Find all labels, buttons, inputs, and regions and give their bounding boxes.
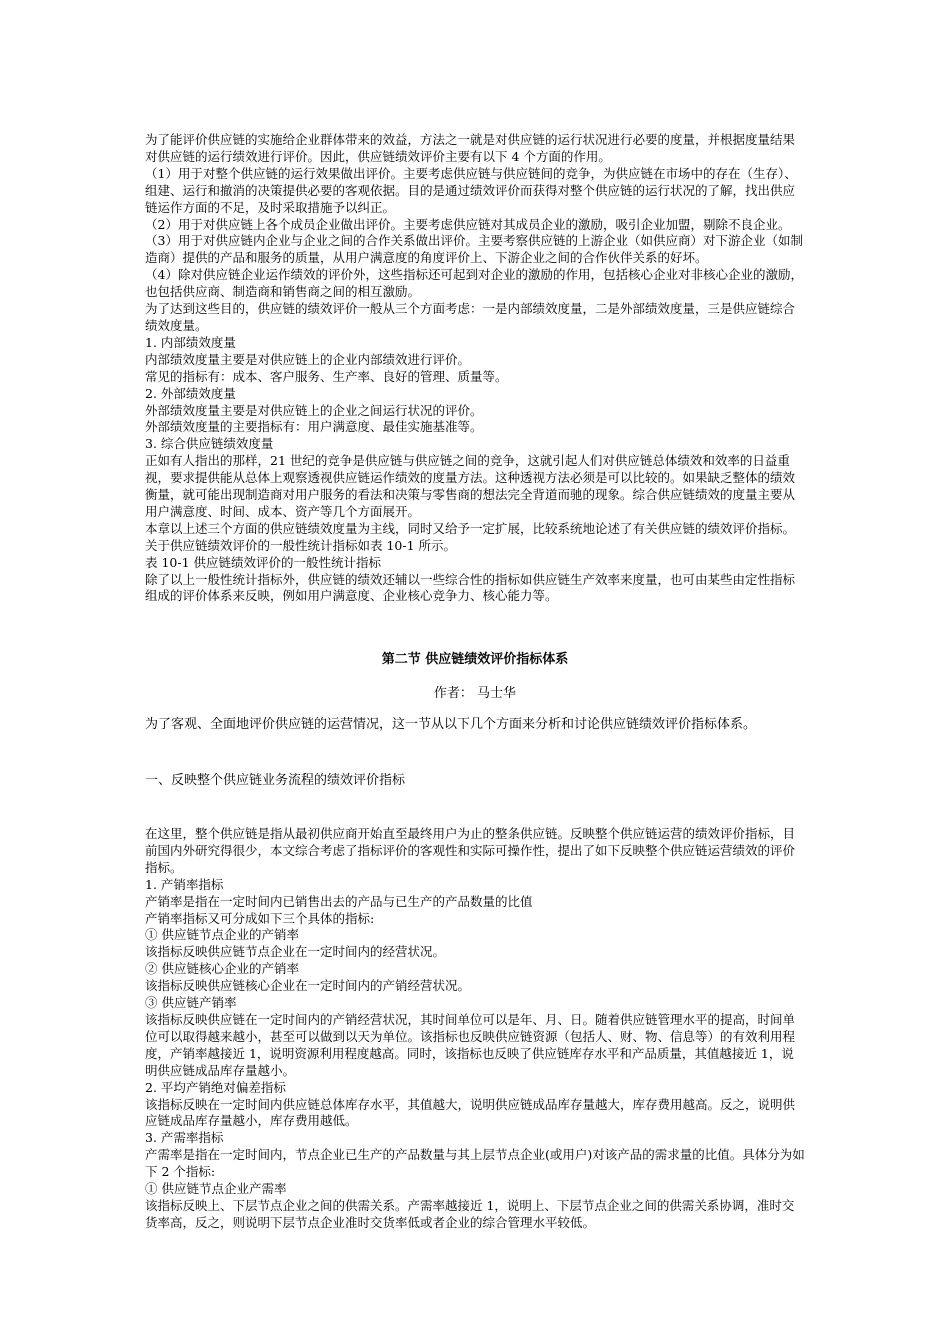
paragraph: 为了能评价供应链的实施给企业群体带来的效益，方法之一就是对供应链的运行状况进行必要的度量，并根据度量结果对供应链的运行绩效进行评价。因此，供应链绩效评价主要有以下 4 个方面的作用。 [145, 132, 796, 164]
subheading: 2. 平均产销绝对偏差指标 [145, 1079, 286, 1095]
subheading: 1. 产销率指标 [145, 876, 224, 892]
subheading: 1. 内部绩效度量 [145, 334, 236, 350]
heading-1: 一、反映整个供应链业务流程的绩效评价指标 [145, 773, 406, 788]
paragraph: 该指标反映上、下层节点企业之间的供需关系。产需率越接近 1，说明上、下层节点企业之间的供需关系协调，准时交货率高，反之，则说明下层节点企业准时交货率低或者企业的综合管理水平较低。 [145, 1197, 795, 1230]
list-item: ② 供应链核心企业的产销率 [145, 961, 299, 977]
paragraph: 内部绩效度量主要是对供应链上的企业内部绩效进行评价。 [145, 351, 471, 367]
list-item: ① 供应链节点企业产需率 [145, 1181, 287, 1197]
subheading: 3. 产需率指标 [145, 1130, 224, 1146]
paragraph: （1）用于对整个供应链的运行效果做出评价。主要考虑供应链与供应链间的竞争，为供应链在市场中的存在（生存）、组建、运行和撤消的决策提供必要的客观依据。目的是通过绩效评价而获得对整个供应链的运行状况的了解，找出供应链运作方面的不足，及时采取措施予以纠正。 [145, 165, 797, 215]
section-1-body [145, 132, 805, 605]
paragraph: 除了以上一般性统计指标外，供应链的绩效还辅以一些综合性的指标如供应链生产效率来度量，也可由某些由定性指标组成的评价体系来反映，例如用户满意度、企业核心竞争力、核心能力等。 [145, 571, 796, 604]
paragraph: 该指标反映供应链在一定时间内的产销经营状况，其时间单位可以是年、月、日。随着供应链管理水平的提高，时间单位可以取得越来越小，甚至可以做到以天为单位。该指标也反映供应链资源（包括人、财、物、信息等）的有效利用程度，产销率越接近 1，说明资源利用程度越高。同时，该指标也反映了供应链库存水平和产品质量，其值越接近 1，说明供应链成品库存量越小。 [145, 1011, 796, 1078]
table-caption: 表 10-1 供应链绩效评价的一般性统计指标 [145, 554, 382, 570]
paragraph: 正如有人指出的那样，21 世纪的竞争是供应链与供应链之间的竞争，这就引起人们对供应链总体绩效和效率的日益重视，要求提供能从总体上观察透视供应链运作绩效的度量方法。这种透视方法必须是可以比较的。如果缺乏整体的绩效衡量，就可能出现制造商对用户服务的看法和决策与零售商的想法完全背道而驰的现象。综合供应链绩效的度量主要从用户满意度、时间、成本、资产等几个方面展开。 [145, 453, 796, 519]
paragraph: 外部绩效度量主要是对供应链上的企业之间运行状况的评价。 [145, 402, 483, 418]
paragraph: 该指标反映供应链核心企业在一定时间内的产销经营状况。 [145, 978, 471, 994]
paragraph: （2）用于对供应链上各个成员企业做出评价。主要考虑供应链对其成员企业的激励，吸引企业加盟，剔除不良企业。 [145, 216, 791, 232]
paragraph: （3）用于对供应链内企业与企业之间的合作关系做出评价。主要考察供应链的上游企业（如供应商）对下游企业（如制造商）提供的产品和服务的质量，从用户满意度的角度评价上、下游企业之间的合作伙伴关系的好坏。 [145, 233, 803, 266]
subheading: 2. 外部绩效度量 [145, 385, 236, 401]
list-item: ① 供应链节点企业的产销率 [145, 927, 299, 943]
paragraph: 该指标反映在一定时间内供应链总体库存水平，其值越大，说明供应链成品库存量越大，库存费用越高。反之，说明供应链成品库存量越小，库存费用越低。 [145, 1096, 796, 1129]
paragraph: 在这里，整个供应链是指从最初供应商开始直至最终用户为止的整条供应链。反映整个供应链运营的绩效评价指标，目前国内外研究得很少，本文综合考虑了指标评价的客观性和实际可操作性，提出了如下反映整个供应链运营绩效的评价指标。 [145, 826, 796, 875]
paragraph: 外部绩效度量的主要指标有：用户满意度、最佳实施基准等。 [145, 419, 483, 435]
subheading: 3. 综合供应链绩效度量 [145, 436, 274, 452]
paragraph: 产销率指标又可分成如下三个具体的指标: [145, 910, 375, 926]
paragraph: 产需率是指在一定时间内，节点企业已生产的产品数量与其上层节点企业(或用户)对该产品的需求量的比值。具体分为如下 2 个指标: [145, 1147, 805, 1180]
author-line: 作者： 马士华 [433, 686, 517, 701]
paragraph: 本章以上述三个方面的供应链绩效度量为主线，同时又给予一定扩展，比较系统地论述了有关供应链的绩效评价指标。关于供应链绩效评价的一般性统计指标如表 10-1 所示。 [145, 520, 796, 553]
section-2-body [145, 826, 805, 1232]
paragraph: 为了达到这些目的，供应链的绩效评价一般从三个方面考虑：一是内部绩效度量，二是外部绩效度量，三是供应链综合绩效度量。 [145, 301, 796, 333]
section-title: 第二节 供应链绩效评价指标体系 [381, 652, 569, 667]
paragraph: 常见的指标有：成本、客户服务、生产率、良好的管理、质量等。 [145, 368, 508, 384]
list-item: ③ 供应链产销率 [145, 995, 237, 1011]
paragraph: 该指标反映供应链节点企业在一定时间内的经营状况。 [145, 944, 446, 960]
paragraph: 产销率是指在一定时间内已销售出去的产品与已生产的产品数量的比值 [145, 893, 533, 909]
paragraph: （4）除对供应链企业运作绩效的评价外，这些指标还可起到对企业的激励的作用，包括核心企业对非核心企业的激励，也包括供应商、制造商和销售商之间的相互激励。 [145, 267, 803, 300]
intro-paragraph: 为了客观、全面地评价供应链的运营情况，这一节从以下几个方面来分析和讨论供应链绩效评价指标体系。 [145, 717, 757, 732]
